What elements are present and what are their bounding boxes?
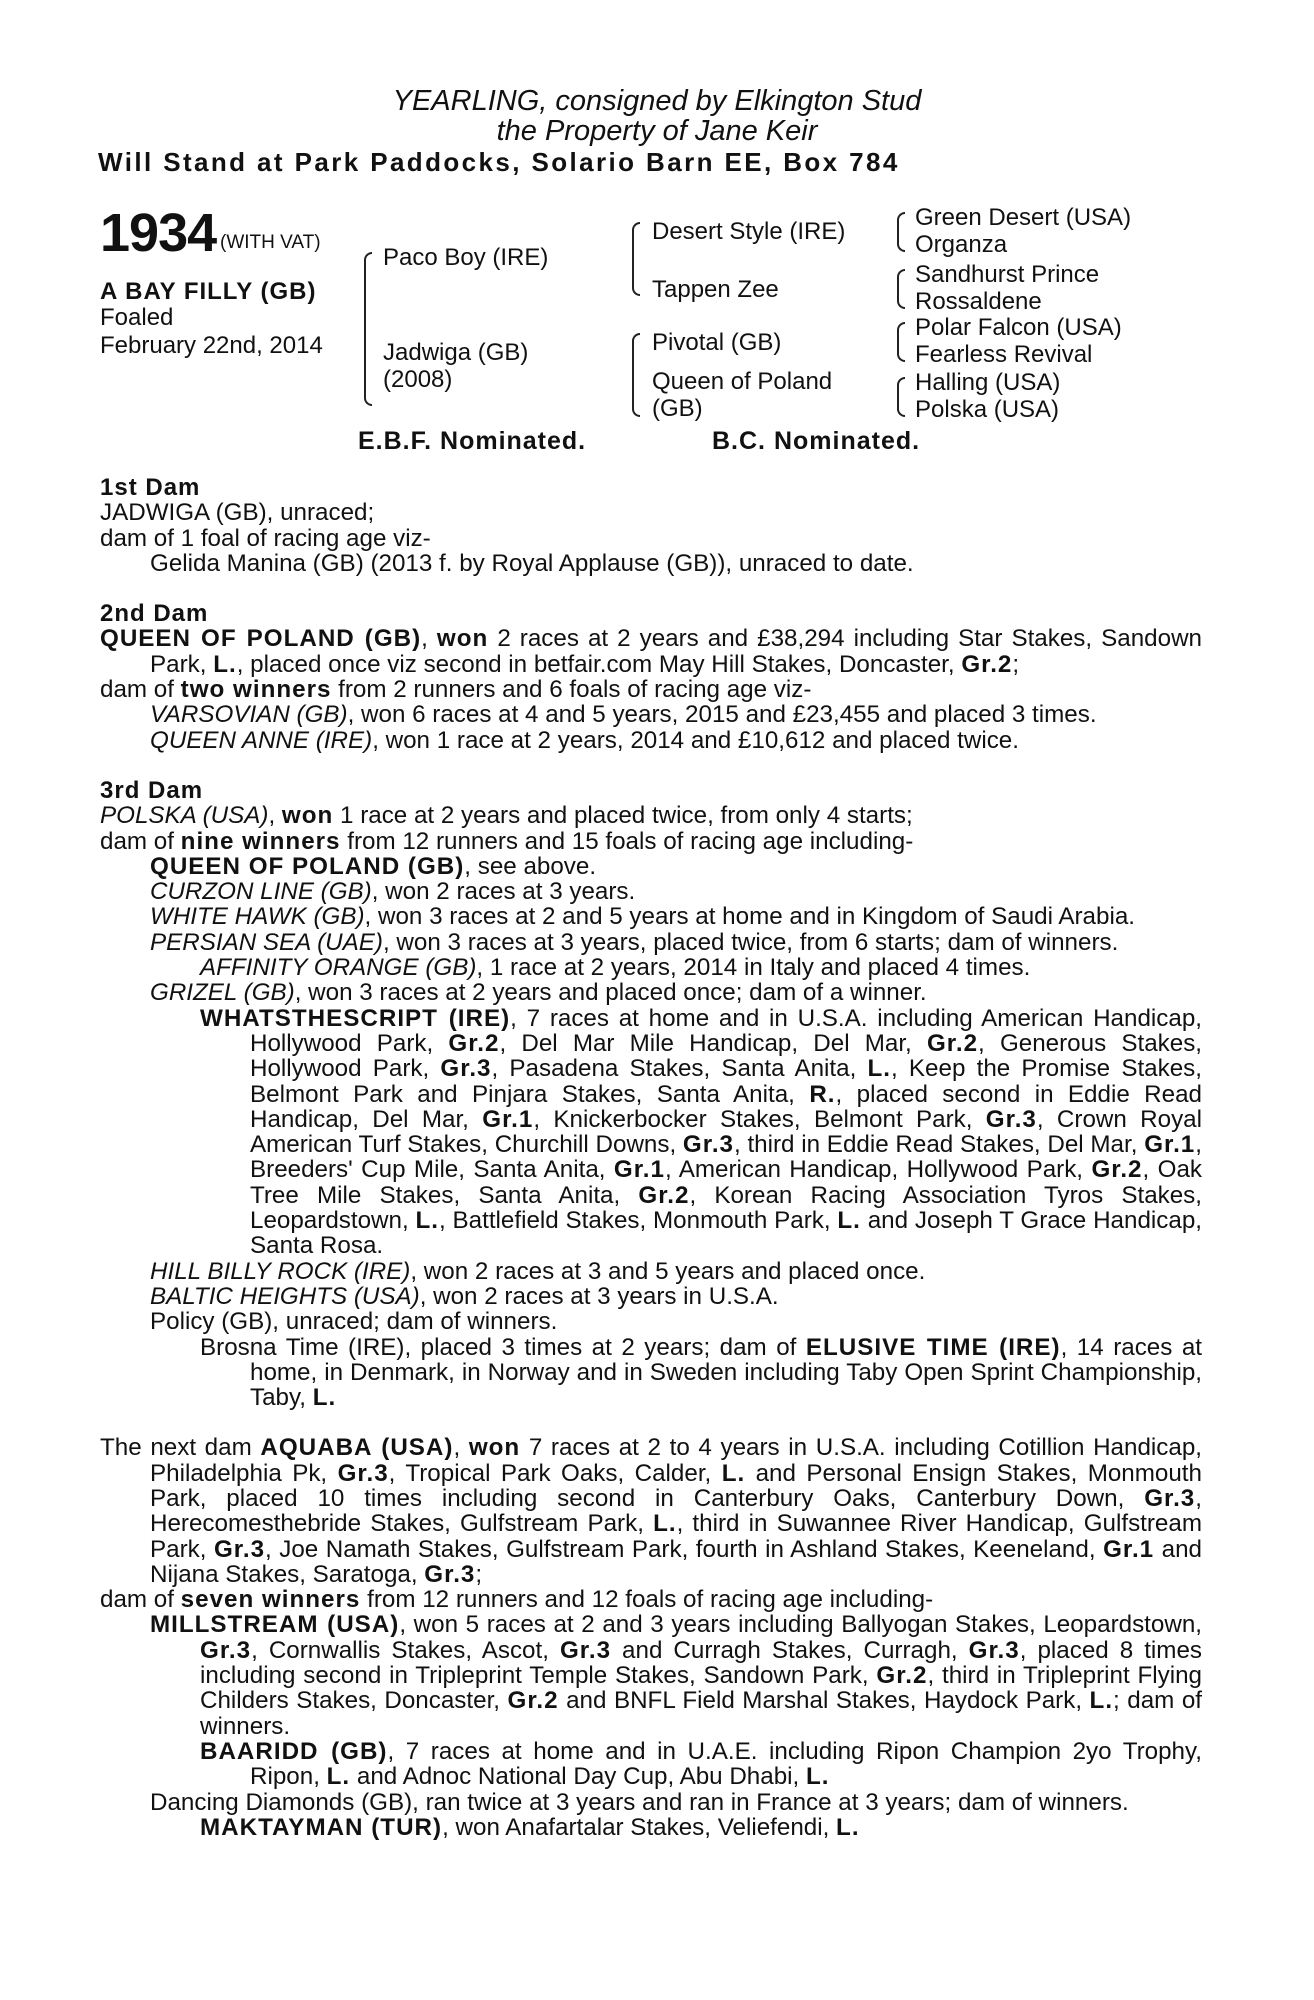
pedigree-g3-6: Fearless Revival [915,341,1093,368]
produce-entry: WHATSTHESCRIPT (IRE), 7 races at home and in U.S.A. including American Handicap, Hollywood Park, Gr.2, Del Mar Mile Handicap, Del Mar, Gr.2, Generous Stakes, Hollywood Park, Gr.3, Pasadena Stakes, Santa Anita, L., Keep the Promise Stakes, Belmont Park and Pinjara Stakes, Santa Anita, R., placed second in Eddie Read Handicap, Del Mar, Gr.1, Knickerbocker Stakes, Belmont Park, Gr.3, Crown Royal American Turf Stakes, Churchill Downs, Gr.3, third in Eddie Read Stakes, Del Mar, Gr.1, Breeders' Cup Mile, Santa Anita, Gr.1, American Handicap, Hollywood Park, Gr.2, Oak Tree Mile Stakes, Santa Anita, Gr.2, Korean Racing Association Tyros Stakes, Leopardstown, L., Battlefield Stakes, Monmouth Park, L. and Joseph T Grace Handicap, Santa Rosa. [200,1004,1203,1260]
pedigree-sire-sire: Desert Style (IRE) [652,218,846,245]
produce-entry: BALTIC HEIGHTS (USA), won 2 races at 3 years in U.S.A. [150,1282,779,1310]
produce-entry: HILL BILLY ROCK (IRE), won 2 races at 3 and 5 years and placed once. [150,1257,926,1285]
produce-entry: AFFINITY ORANGE (GB), 1 race at 2 years, 2014 in Italy and placed 4 times. [200,954,1031,982]
brace-dam-line [632,333,640,417]
second-dam-produce-intro: dam of two winners from 2 runners and 6 foals of racing age viz- [100,676,812,704]
pedigree-dam: Jadwiga (GB) [383,339,529,366]
second-dam-record: QUEEN OF POLAND (GB), won 2 races at 2 years and £38,294 including Star Stakes, Sandown Park, L., placed once viz second in betfair.com May Hill Stakes, Doncaster, Gr.2; [100,625,1202,678]
pedigree-dam-dam: Queen of Poland [652,368,833,395]
brace-sire-line [632,222,640,296]
brace-g3-4 [897,377,905,417]
produce-entry: CURZON LINE (GB), won 2 races at 3 years. [150,878,636,906]
lot-number: 1934 [100,203,217,263]
pedigree-g3-8: Polska (USA) [915,396,1060,423]
third-dam-heading: 3rd Dam [100,776,204,804]
brace-g3-2 [897,269,905,309]
third-dam-record: POLSKA (USA), won 1 race at 2 years and placed twice, from only 4 starts; [100,802,913,830]
first-dam-line: JADWIGA (GB), unraced; [100,499,375,527]
bc-nominated: B.C. Nominated. [712,427,921,455]
produce-entry: QUEEN OF POLAND (GB), see above. [150,852,597,880]
produce-entry: Dancing Diamonds (GB), ran twice at 3 years and ran in France at 3 years; dam of winners. [150,1788,1129,1816]
pedigree-g3-7: Halling (USA) [915,369,1061,396]
vat-note: (WITH VAT) [220,232,321,253]
lot-title: A BAY FILLY (GB) [100,278,317,305]
pedigree-sire: Paco Boy (IRE) [383,244,549,271]
first-dam-produce-intro: dam of 1 foal of racing age viz- [100,524,431,552]
brace-generation-1 [364,252,372,406]
pedigree-g3-5: Polar Falcon (USA) [915,314,1122,341]
header-consignor: YEARLING, consigned by Elkington Stud [392,85,922,117]
next-dam-produce-intro: dam of seven winners from 12 runners and 12 foals of racing age including- [100,1586,934,1614]
pedigree-g3-3: Sandhurst Prince [915,261,1100,288]
produce-entry: BAARIDD (GB), 7 races at home and in U.A.E. including Ripon Champion 2yo Trophy, Ripon, L. and Adnoc National Day Cup, Abu Dhabi, L. [200,1737,1203,1791]
ebf-nominated: E.B.F. Nominated. [358,427,587,455]
produce-entry: MAKTAYMAN (TUR), won Anafartalar Stakes, Veliefendi, L. [200,1813,860,1841]
pedigree-dam-dam-country: (GB) [652,395,703,422]
catalogue-body [100,475,1202,1840]
foaled-date: February 22nd, 2014 [100,332,323,359]
header-property: the Property of Jane Keir [496,115,818,147]
first-dam-heading: 1st Dam [100,474,201,501]
pedigree-dam-sire: Pivotal (GB) [652,329,782,356]
produce-entry: GRIZEL (GB), won 3 races at 2 years and placed once; dam of a winner. [150,979,927,1007]
next-dam-record: The next dam AQUABA (USA), won 7 races at 2 to 4 years in U.S.A. including Cotillion Handicap, Philadelphia Pk, Gr.3, Tropical Park Oaks, Calder, L. and Personal Ensign Stakes, Monmouth Park, placed 10 times including second in Canterbury Oaks, Canterbury Down, Gr.3, Herecomesthebride Stakes, Gulfstream Park, L., third in Suwannee River Handicap, Gulfstream Park, Gr.3, Joe Namath Stakes, Gulfstream Park, fourth in Ashland Stakes, Keeneland, Gr.1 and Nijana Stakes, Saratoga, Gr.3; [100,1434,1202,1588]
second-dam-heading: 2nd Dam [100,600,209,628]
produce-entry: PERSIAN SEA (UAE), won 3 races at 3 years, placed twice, from 6 starts; dam of winners. [150,928,1119,956]
produce-entry: Brosna Time (IRE), placed 3 times at 2 years; dam of ELUSIVE TIME (IRE), 14 races at home, in Denmark, in Norway and in Sweden including Taby Open Sprint Championship, Taby, L. [200,1333,1203,1412]
produce-entry: MILLSTREAM (USA), won 5 races at 2 and 3 years including Ballyogan Stakes, Leopardstown, Gr.3, Cornwallis Stakes, Ascot, Gr.3 and Curragh Stakes, Curragh, Gr.3, placed 8 times including second in Tripleprint Temple Stakes, Sandown Park, Gr.2, third in Tripleprint Flying Childers Stakes, Doncaster, Gr.2 and BNFL Field Marshal Stakes, Haydock Park, L.; dam of winners. [150,1611,1202,1740]
brace-g3-3 [897,322,905,362]
produce-entry: QUEEN ANNE (IRE), won 1 race at 2 years, 2014 and £10,612 and placed twice. [150,726,1019,754]
header-location: Will Stand at Park Paddocks, Solario Barn EE, Box 784 [98,147,900,177]
produce-entry: VARSOVIAN (GB), won 6 races at 4 and 5 years, 2015 and £23,455 and placed 3 times. [150,701,1097,729]
third-dam-produce-intro: dam of nine winners from 12 runners and 15 foals of racing age including- [100,827,914,855]
pedigree-g3-4: Rossaldene [915,288,1042,315]
brace-g3-1 [897,212,905,252]
pedigree-g3-2: Organza [915,231,1008,258]
pedigree-g3-1: Green Desert (USA) [915,204,1132,231]
produce-entry: WHITE HAWK (GB), won 3 races at 2 and 5 years at home and in Kingdom of Saudi Arabia. [150,903,1135,931]
pedigree-dam-year: (2008) [383,366,453,393]
produce-entry: Gelida Manina (GB) (2013 f. by Royal Applause (GB)), unraced to date. [150,549,914,577]
produce-entry: Policy (GB), unraced; dam of winners. [150,1308,558,1336]
pedigree-sire-dam: Tappen Zee [652,276,779,303]
foaled-label: Foaled [100,304,174,331]
